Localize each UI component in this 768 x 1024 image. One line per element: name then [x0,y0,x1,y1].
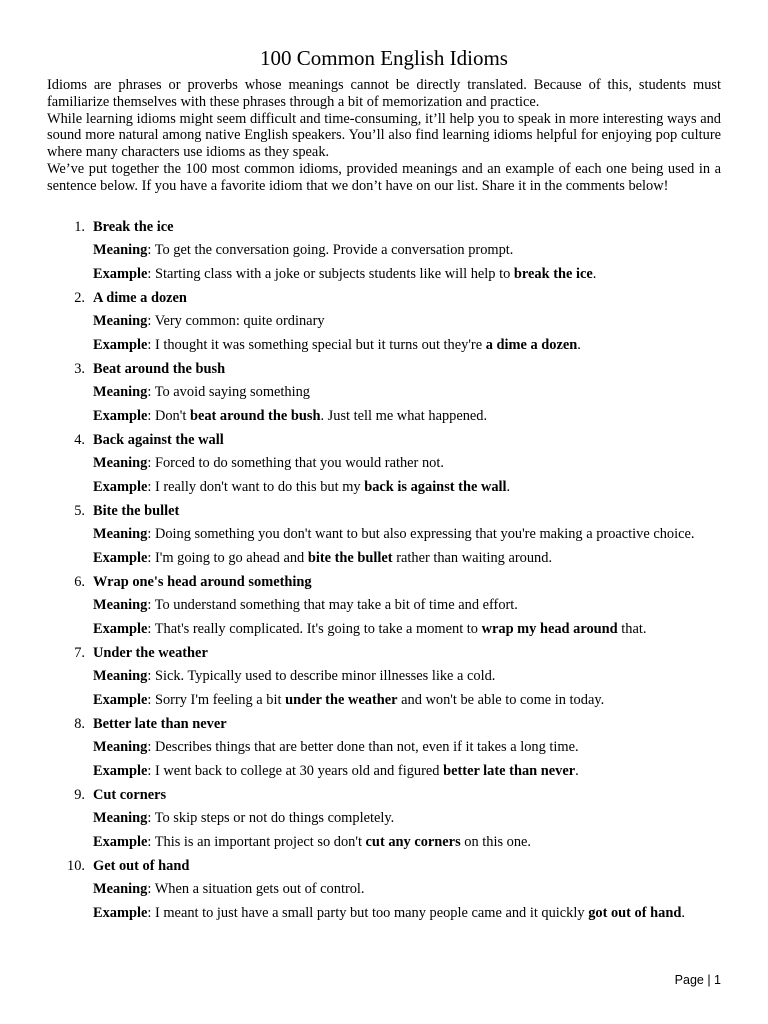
intro-text [47,77,721,195]
page-number: Page | 1 [674,973,721,987]
idiom-list [47,218,721,928]
idiom-meaning [93,810,721,827]
example-text-end: and won't be able to come in today. [397,691,605,708]
example-idiom-phrase: got out of hand [588,904,682,921]
idiom-meaning [93,384,721,401]
idiom-example [93,408,721,425]
example-text-end: . [577,336,581,353]
intro-paragraph: We’ve put together the 100 most common idioms, provided meanings and an example of each one being used in a sentence below. If you have a favorite idiom that we don’t have on our list. Share it in the comments below! [47,160,721,194]
idiom-meaning [93,313,721,330]
idiom-meaning [93,668,721,685]
example-text: : That's really complicated. It's going to take a moment to [147,620,482,637]
idiom-number: 7. [74,645,85,661]
example-label: Example [93,336,148,353]
idiom-meaning [93,455,721,472]
idiom-number: 9. [74,787,85,803]
meaning-text: : Sick. Typically used to describe minor illnesses like a cold. [147,668,496,684]
meaning-text: : Doing something you don't want to but also expressing that you're making a proactive choice. [147,526,695,542]
example-text-end: . [592,265,597,282]
idiom-example [93,337,721,354]
idiom-meaning [93,526,721,543]
idiom-item [47,360,721,424]
example-idiom-phrase: bite the bullet [307,549,393,566]
idiom-phrase: Cut corners [93,787,167,803]
example-text: : Don't [147,407,190,424]
example-label: Example [93,407,148,424]
example-text-end: rather than waiting around. [392,549,553,566]
example-text-end: that. [617,620,647,637]
idiom-phrase: Wrap one's head around something [93,574,312,590]
meaning-text: : To get the conversation going. Provide a conversation prompt. [147,242,514,258]
example-text-end: . [506,478,511,495]
meaning-label: Meaning [93,526,148,542]
meaning-text: : Forced to do something that you would rather not. [147,455,444,471]
idiom-phrase: Bite the bullet [93,503,180,519]
example-text-end: on this one. [460,833,532,850]
idiom-phrase: Under the weather [93,645,208,661]
idiom-example [93,905,721,922]
example-text: : I'm going to go ahead and [147,549,308,566]
example-idiom-phrase: wrap my head around [481,620,618,637]
idiom-phrase: A dime a dozen [93,290,187,306]
idiom-number: 8. [74,716,85,732]
idiom-number: 10. [67,858,85,874]
idiom-phrase: Back against the wall [93,432,224,448]
idiom-item [47,218,721,282]
idiom-phrase: Get out of hand [93,858,190,874]
example-idiom-phrase: beat around the bush [189,407,321,424]
idiom-example [93,692,721,709]
example-text-end: . [681,904,685,921]
meaning-label: Meaning [93,313,148,329]
idiom-phrase: Break the ice [93,219,174,235]
idiom-phrase: Beat around the bush [93,361,226,377]
idiom-item [47,431,721,495]
idiom-example [93,763,721,780]
example-text: : I meant to just have a small party but too many people came and it quickly [147,904,589,921]
idiom-number: 5. [74,503,85,519]
example-text: : Sorry I'm feeling a bit [147,691,286,708]
meaning-text: : To understand something that may take a bit of time and effort. [147,597,518,613]
example-idiom-phrase: cut any corners [365,833,461,850]
idiom-item [47,573,721,637]
idiom-number: 2. [74,290,85,306]
example-text: : I thought it was something special but it turns out they're [147,336,486,353]
meaning-text: : When a situation gets out of control. [147,881,365,897]
example-idiom-phrase: back is against the wall [364,478,507,495]
idiom-item [47,857,721,921]
example-label: Example [93,833,148,850]
idiom-item [47,715,721,779]
idiom-item [47,502,721,566]
example-label: Example [93,620,148,637]
meaning-label: Meaning [93,455,148,471]
meaning-text: : Describes things that are better done than not, even if it takes a long time. [147,739,579,755]
example-text-end: . [575,762,579,779]
meaning-label: Meaning [93,668,148,684]
example-text: : Starting class with a joke or subjects students like will help to [147,265,514,282]
idiom-item [47,289,721,353]
example-label: Example [93,549,148,566]
example-text: : This is an important project so don't [147,833,366,850]
meaning-label: Meaning [93,597,148,613]
idiom-item [47,786,721,850]
example-text: : I really don't want to do this but my [147,478,365,495]
document-title: 100 Common English Idioms [260,46,508,70]
intro-paragraph: Idioms are phrases or proverbs whose meanings cannot be directly translated. Because of this, students must familiarize themselves with these phrases through a bit of memorization and practice. [47,77,721,110]
meaning-text: : To skip steps or not do things completely. [147,810,395,826]
idiom-number: 3. [74,361,85,377]
idiom-example [93,621,721,638]
idiom-phrase: Better late than never [93,716,227,732]
meaning-text: : To avoid saying something [147,384,310,400]
meaning-label: Meaning [93,739,148,755]
example-idiom-phrase: break the ice [513,265,593,282]
example-idiom-phrase: under the weather [285,691,398,708]
intro-paragraph: While learning idioms might seem difficult and time-consuming, it’ll help you to speak in more interesting ways and sound more natural among native English speakers. You’ll also find learning idioms helpful for enjoying pop culture where many characters use idioms as they speak. [47,110,721,161]
idiom-meaning [93,739,721,756]
meaning-text: : Very common: quite ordinary [147,313,325,329]
example-label: Example [93,691,148,708]
example-text: : I went back to college at 30 years old and figured [147,762,444,779]
idiom-example [93,479,721,496]
idiom-example [93,550,721,567]
idiom-meaning [93,881,721,898]
example-label: Example [93,478,148,495]
idiom-meaning [93,242,721,259]
example-label: Example [93,904,148,921]
meaning-label: Meaning [93,810,148,826]
idiom-meaning [93,597,721,614]
idiom-number: 1. [74,219,85,235]
idiom-number: 6. [74,574,85,590]
meaning-label: Meaning [93,384,148,400]
example-idiom-phrase: a dime a dozen [485,336,578,353]
example-label: Example [93,265,148,282]
idiom-example [93,266,721,283]
example-label: Example [93,762,148,779]
idiom-item [47,644,721,708]
meaning-label: Meaning [93,242,148,258]
idiom-example [93,834,721,851]
example-text-end: . Just tell me what happened. [320,407,488,424]
idiom-number: 4. [74,432,85,448]
example-idiom-phrase: better late than never [443,762,576,779]
meaning-label: Meaning [93,881,148,897]
